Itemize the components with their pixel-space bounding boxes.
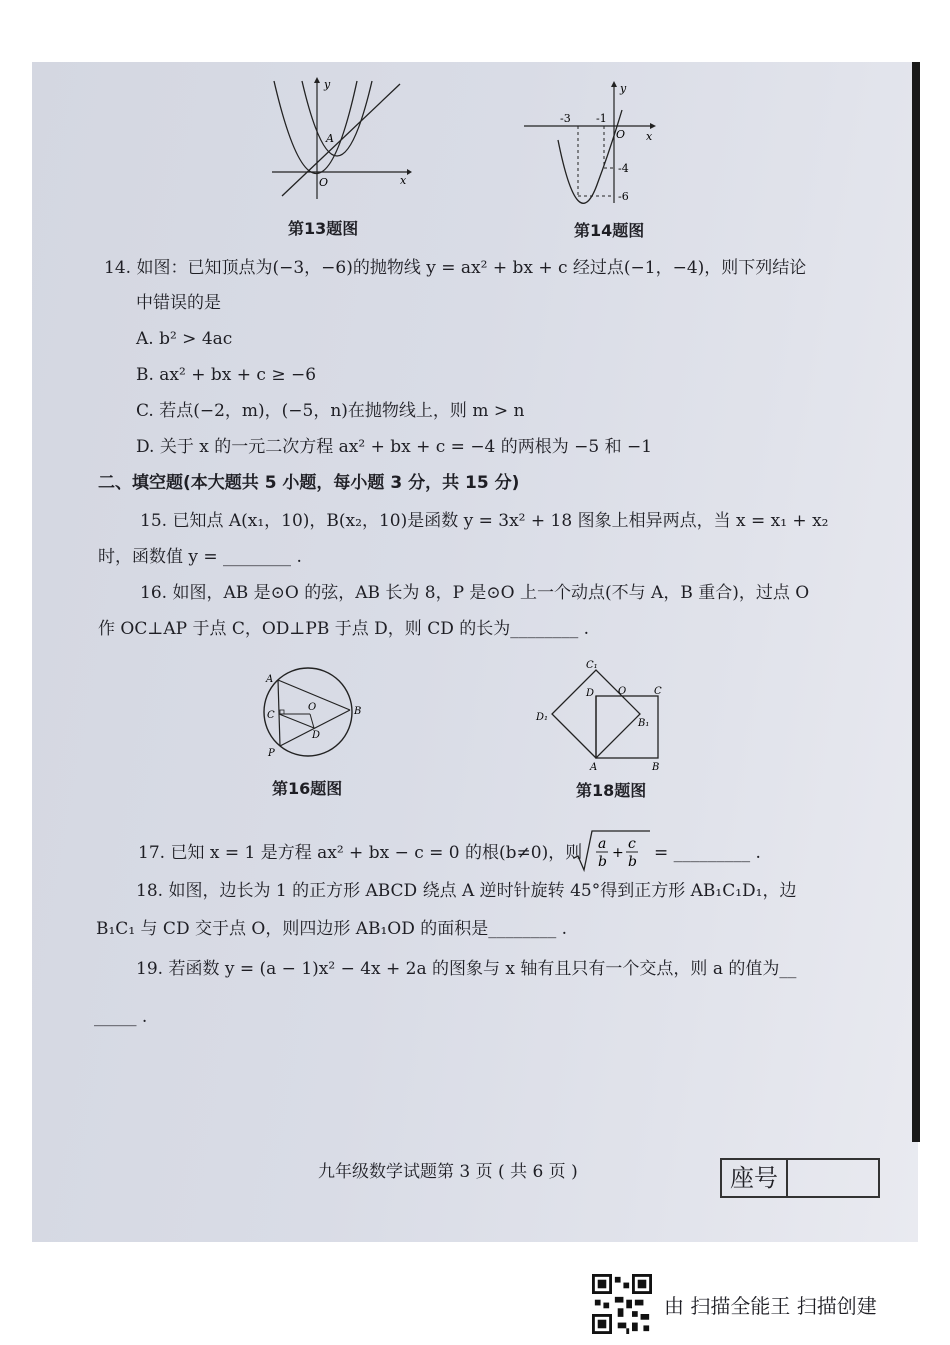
fig13-x-label: x — [400, 174, 407, 187]
q14-option-c: C. 若点(−2，m)，(−5，n)在抛物线上，则 m > n — [136, 401, 525, 421]
fig14-minus3-label: -3 — [560, 112, 571, 125]
fig14-y-label: y — [620, 82, 627, 95]
q14-line2: 中错误的是 — [136, 293, 221, 313]
seat-number-box — [720, 1158, 880, 1198]
q15-line1: 15. 已知点 A(x₁，10)，B(x₂，10)是函数 y = 3x² + 18 图象上相异两点，当 x = x₁ + x₂ — [140, 511, 829, 531]
fig16-caption: 第16题图 — [272, 779, 343, 798]
fig18-c1-label: C₁ — [586, 660, 598, 671]
q17-frac1-den: b — [598, 854, 607, 870]
q19-line2: _____ . — [94, 1007, 148, 1027]
page-footer: 九年级数学试题第 3 页 ( 共 6 页 ) — [318, 1162, 578, 1182]
scanner-watermark — [592, 1274, 877, 1334]
q17-plus: + — [612, 845, 624, 861]
fig16-a-label: A — [266, 674, 274, 685]
exam-paper — [32, 62, 918, 1242]
fig14-x-label: x — [646, 130, 653, 143]
fig13-o-label: O — [319, 176, 329, 189]
fig18-d-label: D — [586, 688, 595, 699]
q17-radical — [572, 828, 652, 874]
q17-frac2-num: c — [628, 836, 636, 852]
section-fill-in-title: 二、填空题(本大题共 5 小题，每小题 3 分，共 15 分) — [98, 473, 520, 493]
fig18-d1-label: D₁ — [536, 712, 549, 723]
fig16-o-label: O — [308, 702, 317, 713]
fig18-b-label: B — [652, 762, 660, 773]
fig18-c-label: C — [654, 686, 662, 697]
fig16-d-label: D — [312, 730, 321, 741]
fig18-o-label: O — [618, 686, 627, 697]
seat-number-label: 座号 — [722, 1160, 788, 1196]
q14-option-d: D. 关于 x 的一元二次方程 ax² + bx + c = −4 的两根为 −5 和 −1 — [136, 437, 653, 457]
fig13-caption: 第13题图 — [288, 219, 359, 238]
q17-line: 17. 已知 x = 1 是方程 ax² + bx − c = 0 的根(b≠0)，则 — [138, 843, 583, 863]
q15-line2: 时，函数值 y = ________ . — [98, 547, 302, 567]
figure-13 — [262, 76, 412, 201]
q17-frac2-den: b — [628, 854, 637, 870]
q16-line2: 作 OC⊥AP 于点 C，OD⊥PB 于点 D，则 CD 的长为________ . — [98, 619, 590, 639]
scanner-brand-text: 由 扫描全能王 扫描创建 — [664, 1293, 877, 1318]
q17-tail: = _________ . — [654, 843, 761, 863]
fig18-b1-label: B₁ — [638, 718, 650, 729]
q14-option-a: A. b² > 4ac — [136, 329, 233, 349]
figure-16 — [258, 664, 368, 764]
fig14-minus4-label: -4 — [618, 162, 629, 175]
figure-14 — [522, 80, 662, 205]
fig13-a-label: A — [326, 132, 334, 145]
fig14-minus6-label: -6 — [618, 190, 629, 203]
q18-line1: 18. 如图，边长为 1 的正方形 ABCD 绕点 A 逆时针旋转 45°得到正方形 AB₁C₁D₁，边 — [136, 881, 797, 901]
q14-option-b: B. ax² + bx + c ≥ −6 — [136, 365, 317, 385]
fig14-caption: 第14题图 — [574, 221, 645, 240]
fig18-a-label: A — [590, 762, 598, 773]
figure-18 — [534, 654, 674, 774]
fig13-y-label: y — [324, 78, 331, 91]
fig16-b-label: B — [354, 706, 362, 717]
q19-line1: 19. 若函数 y = (a − 1)x² − 4x + 2a 的图象与 x 轴有且只有一个交点，则 a 的值为__ — [136, 959, 797, 979]
fig18-caption: 第18题图 — [576, 781, 647, 800]
paper-edge — [912, 62, 920, 1142]
q14-line1: 14. 如图：已知顶点为(−3，−6)的抛物线 y = ax² + bx + c 经过点(−1，−4)，则下列结论 — [104, 258, 807, 278]
fig16-p-label: P — [268, 748, 275, 759]
fig14-o-label: O — [616, 128, 626, 141]
q17-frac1-num: a — [598, 836, 607, 852]
fig14-minus1-label: -1 — [596, 112, 607, 125]
q18-line2: B₁C₁ 与 CD 交于点 O，则四边形 AB₁OD 的面积是________ . — [96, 919, 568, 939]
qr-code-icon — [592, 1274, 652, 1334]
fig16-c-label: C — [267, 710, 275, 721]
q16-line1: 16. 如图，AB 是⊙O 的弦，AB 长为 8，P 是⊙O 上一个动点(不与 A，B 重合)，过点 O — [140, 583, 810, 603]
